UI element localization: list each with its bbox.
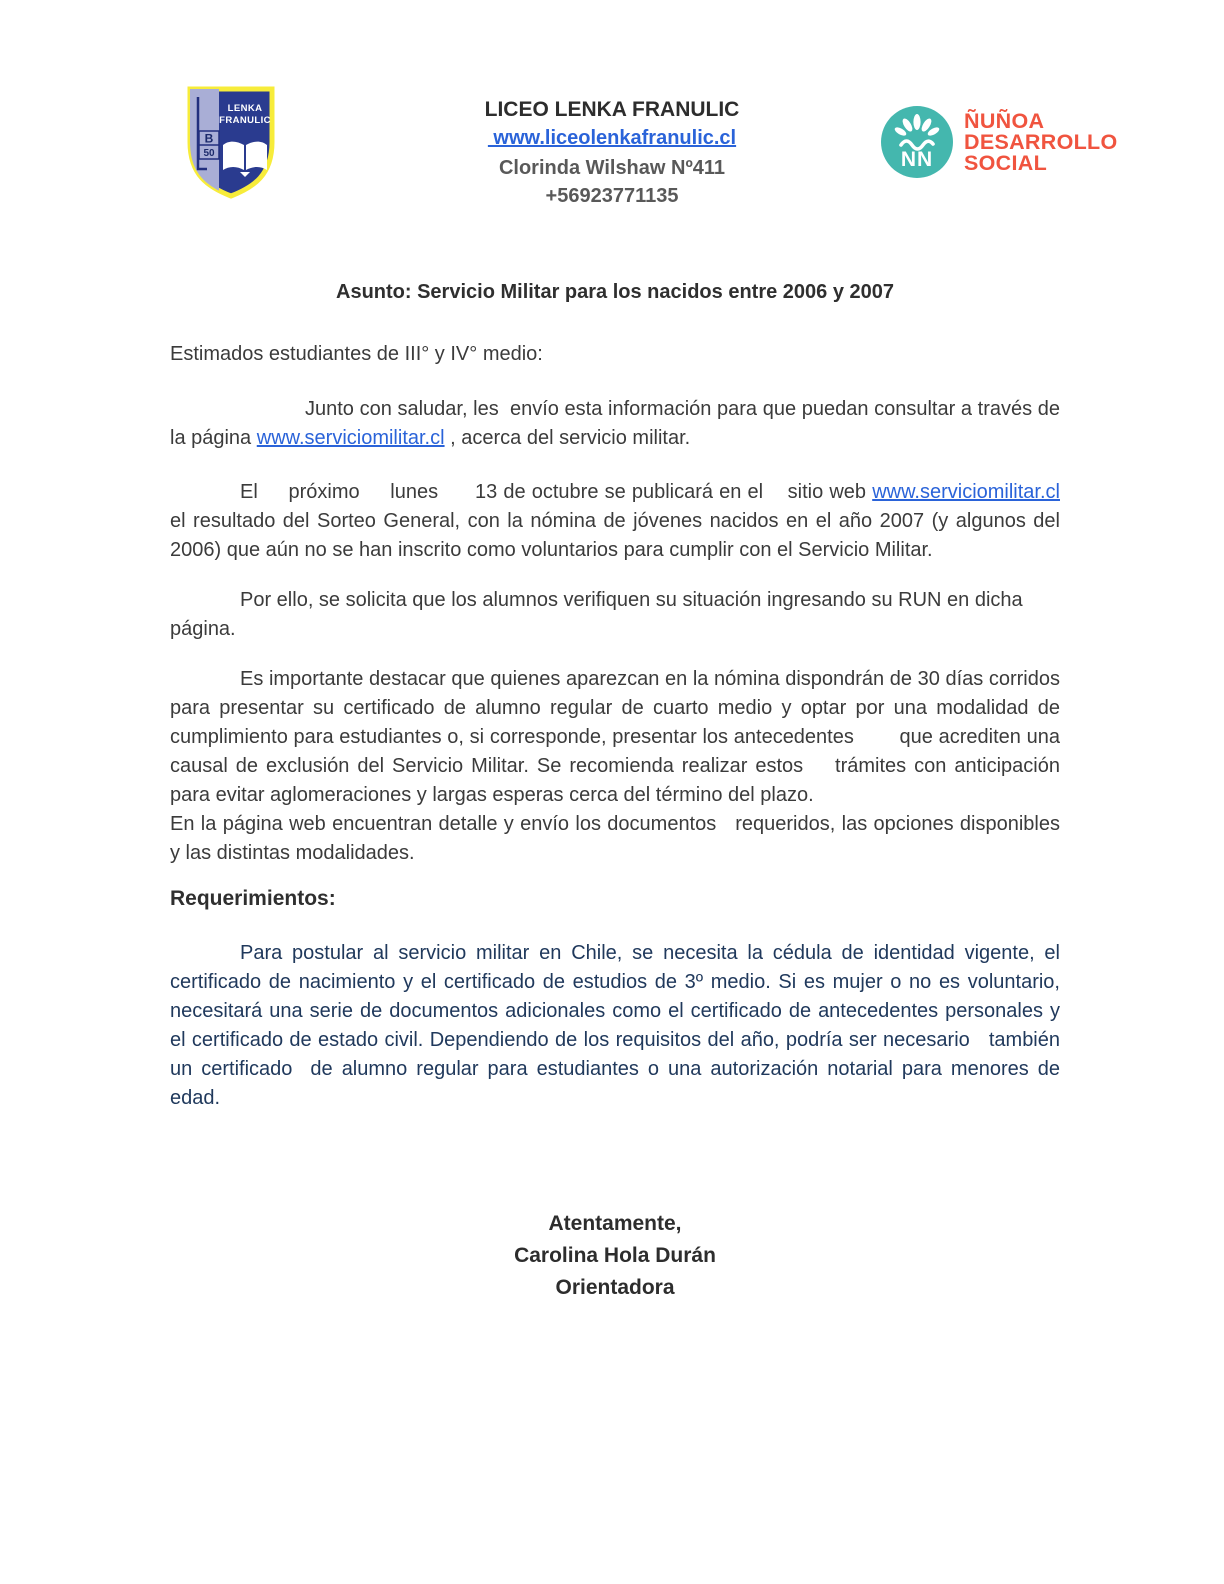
school-website-link[interactable]: www.liceolenkafranulic.cl <box>487 127 737 149</box>
paragraph-sorteo <box>170 478 1066 565</box>
nunoa-badge-icon <box>881 106 953 178</box>
signer-role: Orientadora <box>555 1276 675 1299</box>
letter-body <box>170 278 1099 1304</box>
nunoa-line2: DESARROLLO <box>964 129 1118 154</box>
signer-name: Carolina Hola Durán <box>514 1244 716 1267</box>
serviciomilitar-link[interactable]: www.serviciomilitar.cl <box>256 427 445 449</box>
serviciomilitar-link-2[interactable]: www.serviciomilitar.cl <box>872 481 1060 503</box>
paragraph-sorteo-pre: El próximo lunes 13 de octubre se publicará en el sitio web <box>240 481 873 503</box>
nunoa-wordmark <box>964 108 1118 175</box>
school-crest-logo <box>185 85 277 200</box>
crest-badge-number: 50 <box>203 148 215 159</box>
crest-name-line2: FRANULIC <box>219 115 271 126</box>
paragraph-run: Por ello, se solicita que los alumnos verifiquen su situación ingresando su RUN en dicha página. <box>170 589 1029 640</box>
school-name: LICEO LENKA FRANULIC <box>484 98 740 121</box>
paragraph-importante: Es importante destacar que quienes aparezcan en la nómina dispondrán de 30 días corridos para presentar su certificado de alumno regular de cuarto medio y optar por una modalidad de cumplimiento para estudiantes o, si corresponde, presentar los antecedentes que acrediten una causal de exclusión del Servicio Militar. Se recomienda realizar estos trámites con anticipación para evitar aglomeraciones y largas esperas cerca del término del plazo. <box>170 668 1099 806</box>
nunoa-line3: SOCIAL <box>964 150 1048 175</box>
paragraph-intro <box>170 395 1066 453</box>
signature-block <box>170 1208 1060 1304</box>
nunoa-monogram: NN <box>900 148 934 171</box>
paragraph-sorteo-post: el resultado del Sorteo General, con la nómina de jóvenes nacidos en el año 2007 (y algunos del 2006) que aún no se han inscrito como voluntarios para cumplir con el Servicio Militar. <box>170 481 1066 561</box>
subject-line: Asunto: Servicio Militar para los nacidos entre 2006 y 2007 <box>336 281 894 303</box>
paragraph-intro-post: , acerca del servicio militar. <box>444 427 691 449</box>
closing: Atentamente, <box>548 1212 682 1235</box>
crest-name-line1: LENKA <box>227 103 263 114</box>
salutation: Estimados estudiantes de III° y IV° medio: <box>170 343 543 365</box>
paragraph-pagina-web: En la página web encuentran detalle y envío los documentos requeridos, las opciones disponibles y las distintas modalidades. <box>170 813 1066 864</box>
nunoa-line1: ÑUÑOA <box>964 108 1045 133</box>
letterhead-center <box>312 96 912 210</box>
nunoa-logo <box>881 106 1118 178</box>
school-phone: +56923771135 <box>545 185 679 207</box>
paragraph-intro-pre: Junto con saludar, les envío esta información para que puedan consultar a través de la página <box>170 398 1066 449</box>
crest-badge-letter: B <box>204 131 214 146</box>
requerimientos-heading: Requerimientos: <box>170 887 336 910</box>
school-address: Clorinda Wilshaw Nº411 <box>498 157 726 179</box>
paragraph-requisitos: Para postular al servicio militar en Chile, se necesita la cédula de identidad vigente, el certificado de nacimiento y el certificado de estudios de 3º medio. Si es mujer o no es voluntario, necesitará una serie de documentos adicionales como el certificado de antecedentes personales y el certificado de estado civil. Dependiendo de los requisitos del año, podría ser necesario también un certificado de alumno regular para estudiantes o una autorización notarial para menores de edad. <box>170 942 1066 1109</box>
